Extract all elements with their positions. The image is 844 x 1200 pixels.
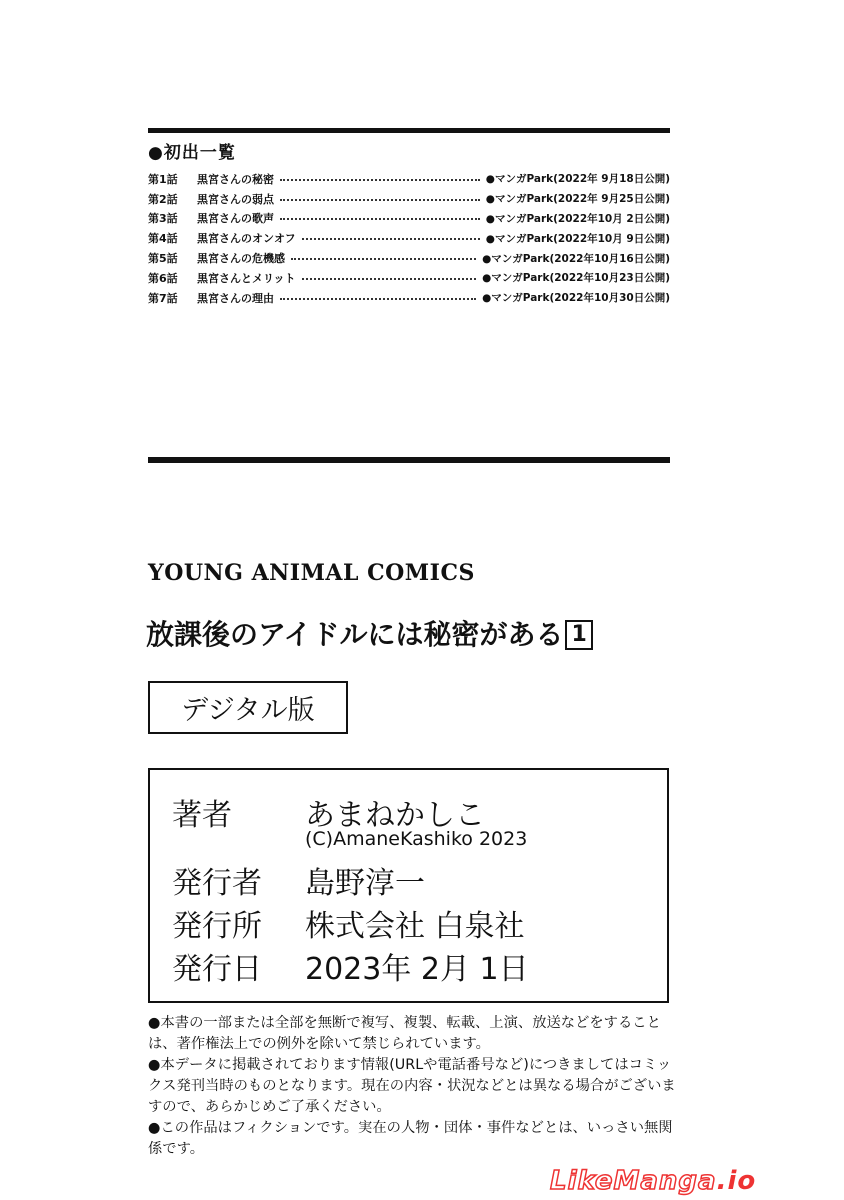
volume-number: 1 <box>565 620 592 650</box>
watermark-suffix: .io <box>716 1166 757 1196</box>
episode-row <box>148 268 670 288</box>
top-rule <box>148 128 670 133</box>
dotted-leader <box>302 238 480 240</box>
episode-source: ●マンガPark(2022年10月30日公開) <box>482 292 670 305</box>
date-label: 発行日 <box>172 952 262 987</box>
notice-data: ●本データに掲載されております情報(URLや電話番号など)につきましてはコミックス発刊当時のものとなります。現在の内容・状況などとは異なる場合がございますので、あらかじめご了承ください。 <box>148 1057 676 1115</box>
episode-title: 黒宮さんの歌声 <box>197 212 274 226</box>
author-name: あまねかしこ <box>305 798 485 833</box>
edition-label: デジタル版 <box>148 681 348 734</box>
episode-title: 黒宮さんの理由 <box>197 291 274 305</box>
publication-date: 2023年 2月 1日 <box>305 952 529 987</box>
credits-box <box>148 768 669 1003</box>
episode-title: 黒宮さんとメリット <box>197 271 296 285</box>
book-title <box>146 613 593 653</box>
episode-number: 第7話 <box>148 291 178 305</box>
episode-number: 第4話 <box>148 232 178 246</box>
book-title-text: 放課後のアイドルには秘密がある <box>146 618 564 651</box>
episode-source: ●マンガPark(2022年10月23日公開) <box>482 272 670 285</box>
dotted-leader <box>280 218 480 220</box>
publisher-person-label: 発行者 <box>172 866 262 901</box>
copyright-line: (C)AmaneKashiko 2023 <box>305 828 528 850</box>
episode-number: 第3話 <box>148 212 178 226</box>
episode-title: 黒宮さんの危機感 <box>197 252 285 266</box>
episode-number: 第1話 <box>148 172 178 186</box>
dotted-leader <box>302 278 477 280</box>
episode-row <box>148 228 670 248</box>
site-watermark <box>550 1166 756 1196</box>
episode-number: 第2話 <box>148 192 178 206</box>
notice-fiction: ●この作品はフィクションです。実在の人物・団体・事件などとは、いっさい無関係です。 <box>148 1120 673 1157</box>
author-label: 著者 <box>172 798 232 833</box>
episode-title: 黒宮さんのオンオフ <box>197 232 296 246</box>
watermark-main: LikeManga <box>550 1166 717 1196</box>
episode-row <box>148 248 670 268</box>
episode-row <box>148 189 670 209</box>
episode-source: ●マンガPark(2022年10月 2日公開) <box>485 212 670 225</box>
episode-title: 黒宮さんの秘密 <box>197 172 274 186</box>
dotted-leader <box>280 179 480 181</box>
episode-source: ●マンガPark(2022年 9月18日公開) <box>485 173 670 186</box>
episode-title: 黒宮さんの弱点 <box>197 192 274 206</box>
dotted-leader <box>280 298 476 300</box>
series-label: YOUNG ANIMAL COMICS <box>148 560 475 586</box>
middle-rule <box>148 457 670 463</box>
publisher-label: 発行所 <box>172 909 262 944</box>
publisher-person: 島野淳一 <box>305 866 425 901</box>
episode-row <box>148 288 670 308</box>
legal-notices <box>148 1013 678 1160</box>
episode-row <box>148 209 670 229</box>
notice-copyright: ●本書の一部または全部を無断で複写、複製、転載、上演、放送などをすることは、著作権法上での例外を除いて禁じられています。 <box>148 1015 661 1052</box>
episode-number: 第6話 <box>148 271 178 285</box>
publisher-name: 株式会社 白泉社 <box>305 909 525 944</box>
episode-number: 第5話 <box>148 252 178 266</box>
dotted-leader <box>291 258 476 260</box>
first-publication-list <box>148 169 670 308</box>
episode-source: ●マンガPark(2022年10月16日公開) <box>482 252 670 265</box>
episode-row <box>148 169 670 189</box>
first-publication-heading: ●初出一覧 <box>148 143 236 163</box>
dotted-leader <box>280 199 480 201</box>
episode-source: ●マンガPark(2022年10月 9日公開) <box>485 232 670 245</box>
episode-source: ●マンガPark(2022年 9月25日公開) <box>485 193 670 206</box>
